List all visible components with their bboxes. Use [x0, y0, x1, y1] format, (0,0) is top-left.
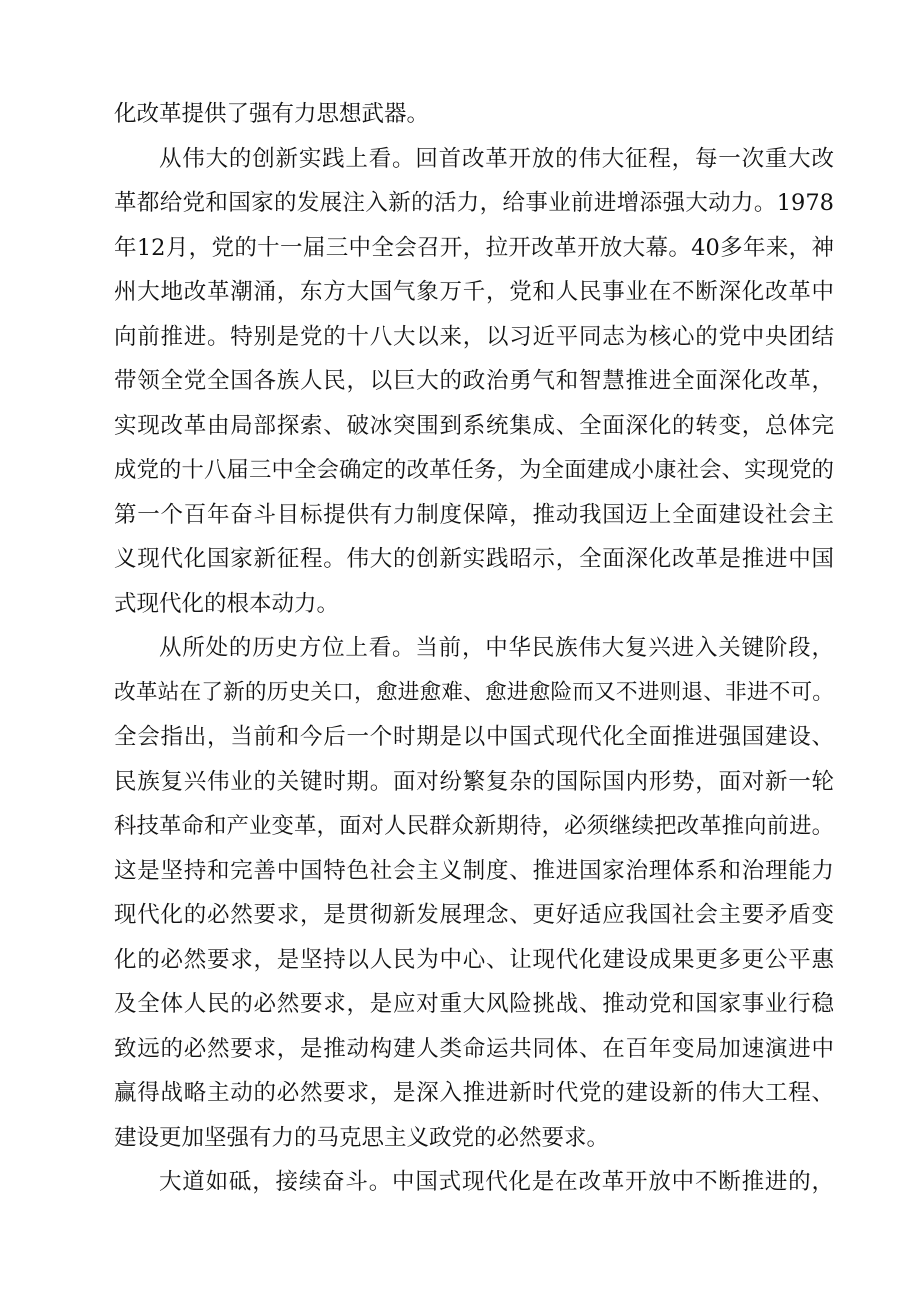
text-line: 向前推进。特别是党的十八大以来，以习近平同志为核心的党中央团结: [114, 323, 834, 350]
text-line: 这是坚持和完善中国特色社会主义制度、推进国家治理体系和治理能力: [114, 857, 834, 884]
text-line: 全会指出，当前和今后一个时期是以中国式现代化全面推进强国建设、: [114, 724, 834, 750]
text-line: 现代化的必然要求，是贯彻新发展理念、更好适应我国社会主要矛盾变: [114, 902, 834, 928]
text-line: 化的必然要求，是坚持以人民为中心、让现代化建设成果更多更公平惠: [114, 946, 834, 973]
body-text: [114, 92, 834, 1205]
text-line: 科技革命和产业变革，面对人民群众新期待，必须继续把改革推向前进。: [114, 813, 834, 839]
text-line: 化改革提供了强有力思想武器。: [114, 101, 430, 127]
text-line: 义现代化国家新征程。伟大的创新实践昭示，全面深化改革是推进中国: [114, 546, 834, 572]
paragraph-3: [114, 626, 834, 1160]
text-line: 第一个百年奋斗目标提供有力制度保障，推动我国迈上全面建设社会主: [114, 501, 834, 528]
text-line: 年12月，党的十一届三中全会召开，拉开改革开放大幕。40多年来，神: [114, 234, 834, 261]
text-line: 从伟大的创新实践上看。回首改革开放的伟大征程，每一次重大改: [159, 145, 834, 172]
text-line: 成党的十八届三中全会确定的改革任务，为全面建成小康社会、实现党的: [114, 457, 834, 483]
text-line: 建设更加坚强有力的马克思主义政党的必然要求。: [114, 1124, 610, 1151]
text-line: 改革站在了新的历史关口，愈进愈难、愈进愈险而又不进则退、非进不可。: [114, 679, 834, 705]
text-line: 带领全党全国各族人民，以巨大的政治勇气和智慧推进全面深化改革，: [114, 368, 834, 394]
text-line: 式现代化的根本动力。: [114, 590, 340, 617]
paragraph-1: [114, 92, 834, 137]
paragraph-4: [114, 1160, 834, 1205]
text-line: 民族复兴伟业的关键时期。面对纷繁复杂的国际国内形势，面对新一轮: [114, 768, 834, 795]
text-line: 州大地改革潮涌，东方大国气象万千，党和人民事业在不断深化改革中: [114, 279, 834, 305]
text-line: 实现改革由局部探索、破冰突围到系统集成、全面深化的转变，总体完: [114, 412, 834, 439]
text-line: 赢得战略主动的必然要求，是深入推进新时代党的建设新的伟大工程、: [114, 1080, 834, 1106]
text-line: 从所处的历史方位上看。当前，中华民族伟大复兴进入关键阶段，: [159, 635, 834, 661]
text-line: 大道如砥，接续奋斗。中国式现代化是在改革开放中不断推进的，: [159, 1169, 834, 1195]
paragraph-2: [114, 137, 834, 627]
text-line: 及全体人民的必然要求，是应对重大风险挑战、推动党和国家事业行稳: [114, 991, 834, 1017]
text-line: 致远的必然要求，是推动构建人类命运共同体、在百年变局加速演进中: [114, 1035, 834, 1062]
text-line: 革都给党和国家的发展注入新的活力，给事业前进增添强大动力。1978: [114, 190, 834, 216]
